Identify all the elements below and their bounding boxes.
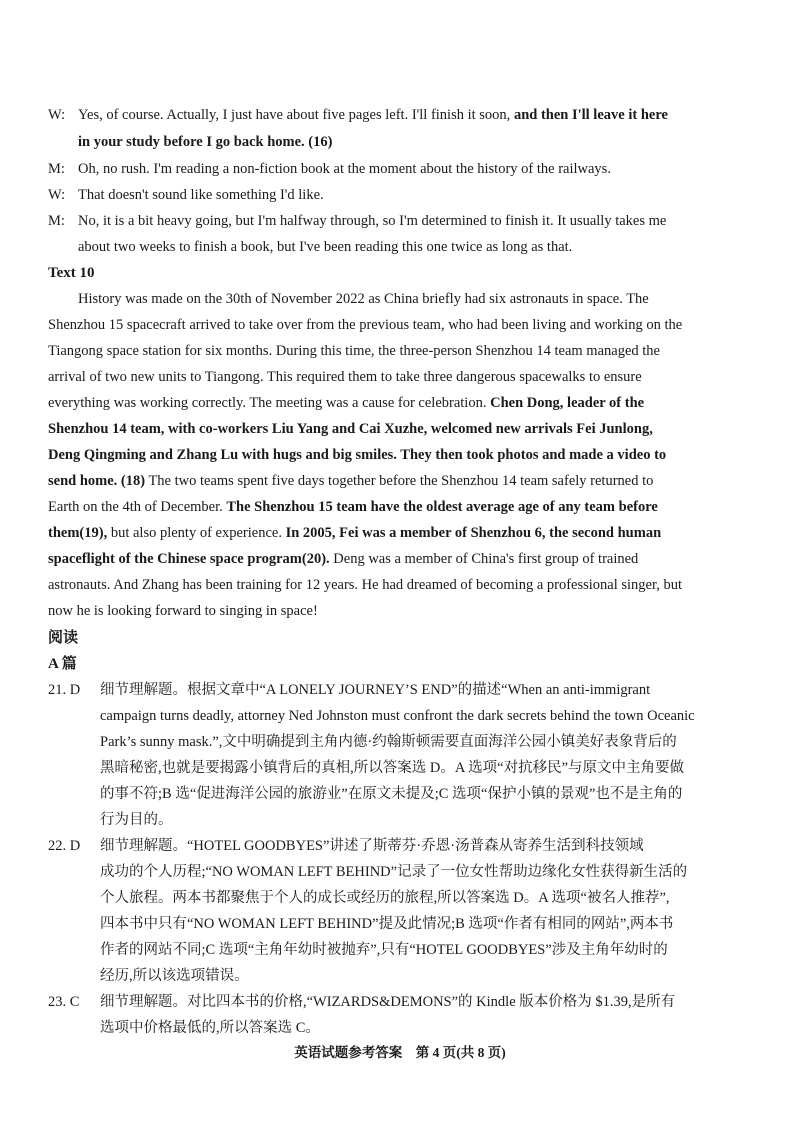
answer-line: 作者的网站不同;C 选项“主角年幼时被抛弃”,只有“HOTEL GOODBYES”涉及主角年幼时的 xyxy=(100,942,668,958)
answer-line: 个人旅程。两本书都聚焦于个人的成长或经历的旅程,所以答案选 D。A 选项“被名人推荐”, xyxy=(100,890,670,906)
text10-line: them(19), but also plenty of experience. In 2005, Fei was a member of Shenzhou 6, the second human xyxy=(48,525,662,541)
text10-line: History was made on the 30th of November 2022 as China briefly had six astronauts in space. The xyxy=(78,291,649,307)
text10-line: Earth on the 4th of December. The Shenzhou 15 team have the oldest average age of any team before xyxy=(48,499,658,515)
speaker-label: W: xyxy=(48,107,66,123)
dialogue-line-w2: W: That doesn't sound like something I'd like. xyxy=(48,184,324,206)
section-heading: A 篇 xyxy=(48,656,77,672)
answer-line: 选项中价格最低的,所以答案选 C。 xyxy=(100,1020,320,1036)
dialogue-line-m2: M: No, it is a bit heavy going, but I'm halfway through, so I'm determined to finish it. It usually takes me xyxy=(48,210,666,232)
answer-line: campaign turns deadly, attorney Ned Johnston must confront the dark secrets behind the town Oceanic xyxy=(100,708,695,724)
answer-number: 22. D xyxy=(48,838,81,854)
answer-line: 黑暗秘密,也就是要揭露小镇背后的真相,所以答案选 D。A 选项“对抗移民”与原文中主角要做 xyxy=(100,760,685,776)
answer-line: 行为目的。 xyxy=(100,812,173,828)
dialogue-line-m1: M: Oh, no rush. I'm reading a non-fiction book at the moment about the history of the railways. xyxy=(48,158,611,180)
speaker-label: M: xyxy=(48,213,65,229)
text10-line: now he is looking forward to singing in space! xyxy=(48,603,318,619)
text10-line: everything was working correctly. The meeting was a cause for celebration. Chen Dong, leader of the xyxy=(48,395,645,411)
page-footer: 英语试题参考答案 第 4 页(共 8 页) xyxy=(294,1045,506,1060)
answer-23: 23. C 细节理解题。对比四本书的价格,“WIZARDS&DEMONS”的 Kindle 版本价格为 $1.39,是所有 xyxy=(48,991,675,1013)
answer-number: 23. C xyxy=(48,994,80,1010)
answer-21: 21. D 细节理解题。根据文章中“A LONELY JOURNEY’S END”的描述“When an anti-immigrant xyxy=(48,679,650,701)
answer-line: 四本书中只有“NO WOMAN LEFT BEHIND”提及此情况;B 选项“作者有相同的网站”,两本书 xyxy=(100,916,674,932)
answer-line: 成功的个人历程;“NO WOMAN LEFT BEHIND”记录了一位女性帮助边缘化女性获得新生活的 xyxy=(100,864,688,880)
text10-heading: Text 10 xyxy=(48,265,95,281)
reading-heading: 阅读 xyxy=(48,630,79,646)
text10-line: astronauts. And Zhang has been training for 12 years. He had dreamed of becoming a professional singer, but xyxy=(48,577,683,593)
answer-line: 经历,所以该选项错误。 xyxy=(100,968,249,984)
text10-line: arrival of two new units to Tiangong. This required them to take three dangerous spacewalks to ensure xyxy=(48,369,642,385)
text10-line: Tiangong space station for six months. During this time, the three-person Shenzhou 14 team managed the xyxy=(48,343,660,359)
text10-line: Shenzhou 14 team, with co-workers Liu Yang and Cai Xuzhe, welcomed new arrivals Fei Junlong, xyxy=(48,421,653,437)
dialogue-line-w1: W: Yes, of course. Actually, I just have about five pages left. I'll finish it soon, and then I'll leave it here xyxy=(48,104,668,126)
answer-line: 的事不符;B 选“促进海洋公园的旅游业”在原文未提及;C 选项“保护小镇的景观”也不是主角的 xyxy=(100,786,683,802)
speaker-label: M: xyxy=(48,161,65,177)
answer-number: 21. D xyxy=(48,682,81,698)
text10-line: spaceflight of the Chinese space program(20). Deng was a member of China's first group of trained xyxy=(48,551,639,567)
speaker-label: W: xyxy=(48,187,66,203)
text10-line: Shenzhou 15 spacecraft arrived to take over from the previous team, who had been living and working on the xyxy=(48,317,683,333)
text10-line: send home. (18) The two teams spent five days together before the Shenzhou 14 team safely returned to xyxy=(48,473,654,489)
answer-line: Park’s sunny mask.”,文中明确提到主角内德·约翰斯顿需要直面海洋公园小镇美好表象背后的 xyxy=(100,734,677,750)
dialogue-line-m2-cont: about two weeks to finish a book, but I've been reading this one twice as long as that. xyxy=(78,239,573,255)
text10-line: Deng Qingming and Zhang Lu with hugs and big smiles. They then took photos and made a video to xyxy=(48,447,667,463)
answer-22: 22. D 细节理解题。“HOTEL GOODBYES”讲述了斯蒂芬·乔恩·汤普森从寄养生活到科技领域 xyxy=(48,835,644,857)
dialogue-line-w1-cont: in your study before I go back home. (16) xyxy=(78,134,333,150)
